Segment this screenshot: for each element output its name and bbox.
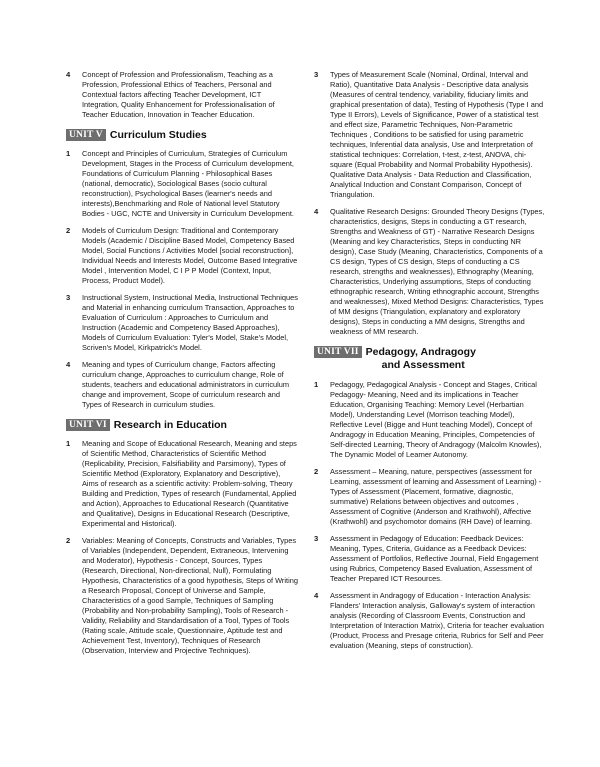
item-number: 3 — [314, 70, 319, 79]
item-text: Variables: Meaning of Concepts, Constructs and Variables, Types of Variables (Independent, Dependent, Extraneous, Intervening and Moderator), Hypothesis - Concept, Sources, Types (Research, Directional, Non-directional, Null), Formulating Hypothesis, Characteristics of a good hypothesis, Steps of Writing a Research Proposal, Concept of Universe and Sample, Characteristics of a good Sample, Techniques of Sampling (Probability and Non-probability Sampling), Tools of Research - Validity, Reliability and Standardisation of a Tool, Types of Tools (Rating scale, Attitude scale, Questionnaire, Aptitude test and Achievement Test, Inventory), Techniques of Research (Observation, Interview and Projective Techniques). — [82, 536, 298, 655]
unit-badge: UNIT V — [66, 129, 106, 141]
item-number: 1 — [314, 380, 319, 389]
item-text: Concept of Profession and Professionalism, Teaching as a Profession, Professional Ethics of Teachers, Personal and Contextual factors affecting Teacher Development, ICT Integration, Quality Enhancement for Professionalisation of Teacher Education, Innovation in Teacher Education. — [82, 70, 275, 119]
list-item — [314, 70, 546, 200]
list-item — [314, 534, 546, 584]
item-number: 1 — [66, 149, 71, 158]
list-item — [66, 360, 298, 410]
item-number: 2 — [314, 467, 319, 476]
list-item — [66, 536, 298, 656]
unit-title-line-1: Pedagogy, Andragogy — [365, 346, 476, 358]
item-text: Concept and Principles of Curriculum, Strategies of Curriculum Development, Stages in the Process of Curriculum development, Foundations of Curriculum Planning - Philosophical Bases (national, democratic), Sociological Bases (socio cultural reconstruction), Psychological Bases (learner's needs and interests),Benchmarking and Role of National level Statutory Bodies - UGC, NCTE and University in Curriculum Development. — [82, 149, 294, 218]
item-text: Types of Measurement Scale (Nominal, Ordinal, Interval and Ratio), Quantitative Data Analysis - Descriptive data analysis (Measures of central tendency, variability, fiduciary limits and graphical presentation of data), Testing of Hypothesis (Type I and Type II Errors), Levels of Significance, Power of a statistical test and effect size, Parametric Techniques, Non-Parametric Techniques , Conditions to be satisfied for using parametric techniques, Inferential data analysis, Use and Interpretation of statistical techniques: Correlation, t-test, z-test, ANOVA, chi-square (Equal Probability and Normal Probability Hypothesis). Qualitative Data Analysis - Data Reduction and Classification, Analytical Induction and Constant Comparison, Concept of Triangulation. — [330, 70, 544, 199]
item-number: 4 — [66, 70, 71, 79]
item-text: Models of Curriculum Design: Traditional and Contemporary Models (Academic / Discipline Based Model, Competency Based Model, Social Functions / Activities Model [social reconstruction], Individual Needs and Interests Model, Outcome Based Integrative Model , Intervention Model, C I P P Model (Context, Input, Process, Product Model). — [82, 226, 298, 285]
unit-title — [366, 346, 476, 372]
item-text: Meaning and types of Curriculum change, Factors affecting curriculum change, Approaches to curriculum change, Role of students, teachers and educational administrators in curriculum change and improvement, Scope of curriculum research and Types of Research in curriculum studies. — [82, 360, 290, 409]
item-number: 2 — [66, 536, 71, 545]
unit-title: Research in Education — [113, 419, 227, 431]
list-item — [66, 439, 298, 529]
item-number: 3 — [66, 293, 71, 302]
list-item — [314, 380, 546, 460]
item-text: Pedagogy, Pedagogical Analysis - Concept and Stages, Critical Pedagogy- Meaning, Need and its implications in Teacher Education, Organising Teaching: Memory Level (Herbartian Model), Understanding Level (Morrison teaching Model), Reflective Level (Bigge and Hunt teaching Model), Concept of Andragogy in Education Meaning, Principles, Competencies of Self-directed Learning, Theory of Andragogy (Malcolm Knowles), The Dynamic Model of Learner Autonomy. — [330, 380, 542, 459]
right-column — [314, 70, 546, 658]
item-text: Assessment in Andragogy of Education - Interaction Analysis: Flanders' Interaction analysis, Galloway's system of interaction analysis (Recording of Classroom Events, Construction and Interpretation of Interaction Matrix), Criteria for teacher evaluation (Product, Process and Presage criteria, Rubrics for Self and Peer evaluation (Meaning, steps of construction). — [330, 591, 545, 650]
list-item — [314, 207, 546, 337]
item-number: 1 — [66, 439, 71, 448]
list-item — [66, 293, 298, 353]
left-column — [66, 70, 298, 663]
item-number: 3 — [314, 534, 319, 543]
unit-7-heading — [314, 346, 546, 372]
unit-5-heading — [66, 129, 298, 141]
list-item — [314, 467, 546, 527]
item-text: Assessment – Meaning, nature, perspectives (assessment for Learning, assessment of learning and Assessment of Learning) - Types of Assessment (Placement, formative, diagnostic, summative) Relations between objectives and outcomes , Assessment of Cognitive (Anderson and Krathwohl), Affective (Krathwohl) and psychomotor domains (RH Dave) of learning. — [330, 467, 542, 526]
item-text: Assessment in Pedagogy of Education: Feedback Devices: Meaning, Types, Criteria, Guidance as a Feedback Devices: Assessment of Portfolios, Reflective Journal, Field Engagement using Rubrics, Competency Based Evaluation, Assessment of Teacher Prepared ICT Resources. — [330, 534, 539, 583]
unit-title-line-2: and Assessment — [381, 359, 465, 371]
unit-title: Curriculum Studies — [109, 129, 207, 141]
unit-6-heading — [66, 419, 298, 431]
item-number: 4 — [314, 591, 319, 600]
list-item — [66, 149, 298, 219]
item-number: 4 — [66, 360, 71, 369]
list-item — [66, 226, 298, 286]
item-number: 4 — [314, 207, 319, 216]
unit-badge: UNIT VI — [66, 419, 110, 431]
item-text: Meaning and Scope of Educational Research, Meaning and steps of Scientific Method, Characteristics of Scientific Method (Replicability, Precision, Falsifiability and Parsimony), Types of Scientific Method (Exploratory, Explanatory and Descriptive), Aims of research as a scientific activity: Problem-solving, Theory Building and Prediction, Types of research (Fundamental, Applied and Action), Approaches to Educational Research (Quantitative and Qualitative), Designs in Educational Research (Descriptive, Experimental and Historical). — [82, 439, 297, 528]
list-item — [66, 70, 298, 120]
item-text: Instructional System, Instructional Media, Instructional Techniques and Material in enhancing curriculum Transaction, Approaches to Evaluation of Curriculum : Approaches to Curriculum and Instruction (Academic and Competency Based Approaches), Models of Curriculum Evaluation: Tyler's Model, Stake's Model, Scriven's Model, Kirkpatrick's Model. — [82, 293, 298, 352]
item-text: Qualitative Research Designs: Grounded Theory Designs (Types, characteristics, designs, Steps in conducting a GT research, Strengths and Weakness of GT) - Narrative Research Designs (Meaning and key Characteristics, Steps in conducting NR design), Case Study (Meaning, Characteristics, Components of a CS design, Types of CS design, Steps of conducting a CS research, strengths and weaknesses), Ethnography (Meaning, Characteristics, Underlying assumptions, Steps of conducting ethnographic research, Writing ethnographic account, Strengths and weaknesses), Mixed Method Designs: Characteristics, Types of MM designs (Triangulation, explanatory and exploratory designs), Steps in conducting a MM designs, Strengths and weakness of MM research. — [330, 207, 545, 336]
item-number: 2 — [66, 226, 71, 235]
list-item — [314, 591, 546, 651]
unit-badge: UNIT VII — [314, 346, 362, 358]
